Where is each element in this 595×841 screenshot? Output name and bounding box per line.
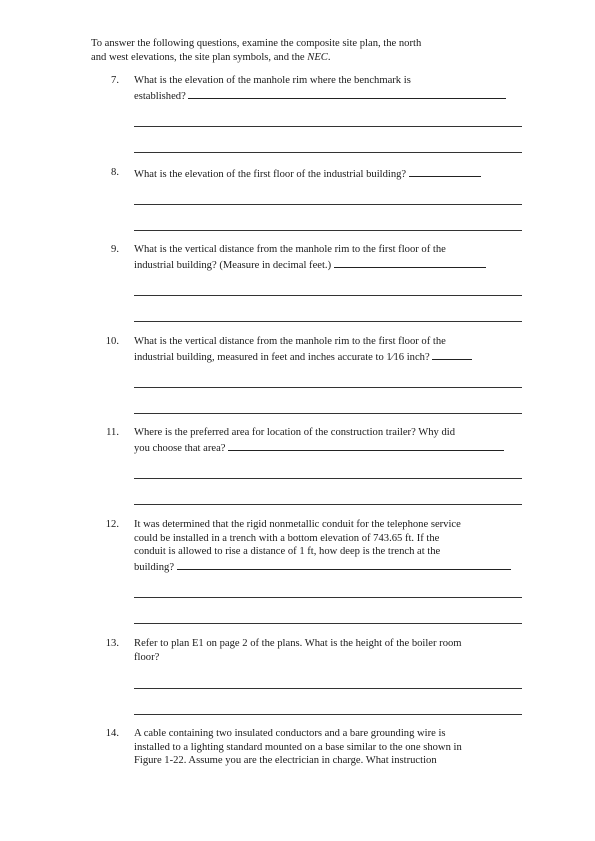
answer-line[interactable] [134,623,522,624]
question-text: What is the vertical distance from the manhole rim to the first floor of the industrial building, measured in feet and inches accurate to 1⁄16 inch? [134,335,522,364]
question-number: 14. [105,728,119,739]
question-text: What is the elevation of the manhole rim where the benchmark is established? [134,74,522,103]
answer-blank[interactable] [177,559,511,570]
question-number: 11. [106,427,119,438]
question-number: 9. [111,244,119,255]
question-number: 13. [105,638,119,649]
answer-line[interactable] [134,387,522,388]
question-number: 7. [111,75,119,86]
answer-line[interactable] [134,126,522,127]
answer-line[interactable] [134,478,522,479]
answer-line[interactable] [134,295,522,296]
question-text: Refer to plan E1 on page 2 of the plans. What is the height of the boiler room floor? [134,638,462,663]
instructions-line-2: and west elevations, the site plan symbols, and the NEC. [91,51,331,63]
answer-blank[interactable] [409,166,481,177]
answer-blank[interactable] [188,88,506,99]
answer-line[interactable] [134,321,522,322]
answer-line[interactable] [134,597,522,598]
question-number: 10. [105,336,119,347]
question-text: What is the vertical distance from the manhole rim to the first floor of the industrial building? (Measure in decimal feet.) [134,243,522,272]
answer-line[interactable] [134,504,522,505]
instructions [91,37,521,64]
answer-blank[interactable] [228,440,504,451]
nec-reference: NEC [307,51,328,63]
question-number: 12. [105,519,119,530]
question-text: What is the elevation of the first floor of the industrial building? [134,166,522,182]
question-text: Where is the preferred area for location of the construction trailer? Why did you choose that area? [134,426,522,455]
answer-line[interactable] [134,204,522,205]
answer-blank[interactable] [432,349,472,360]
question-text: It was determined that the rigid nonmetallic conduit for the telephone service could be installed in a trench with a bottom elevation of 743.65 ft. If the conduit is allowed to rise a distance of 1 ft, how deep is the trench at the building? [134,518,522,574]
answer-line[interactable] [134,413,522,414]
instructions-line-1: To answer the following questions, examine the composite site plan, the north [91,38,422,49]
answer-blank[interactable] [334,257,486,268]
question-number: 8. [111,167,119,178]
answer-line[interactable] [134,688,522,689]
answer-line[interactable] [134,152,522,153]
answer-line[interactable] [134,714,522,715]
answer-line[interactable] [134,230,522,231]
question-text: A cable containing two insulated conductors and a bare grounding wire is installed to a lighting standard mounted on a base similar to the one shown in Figure 1-22. Assume you are the electrician in charge. What instruction [134,728,462,767]
